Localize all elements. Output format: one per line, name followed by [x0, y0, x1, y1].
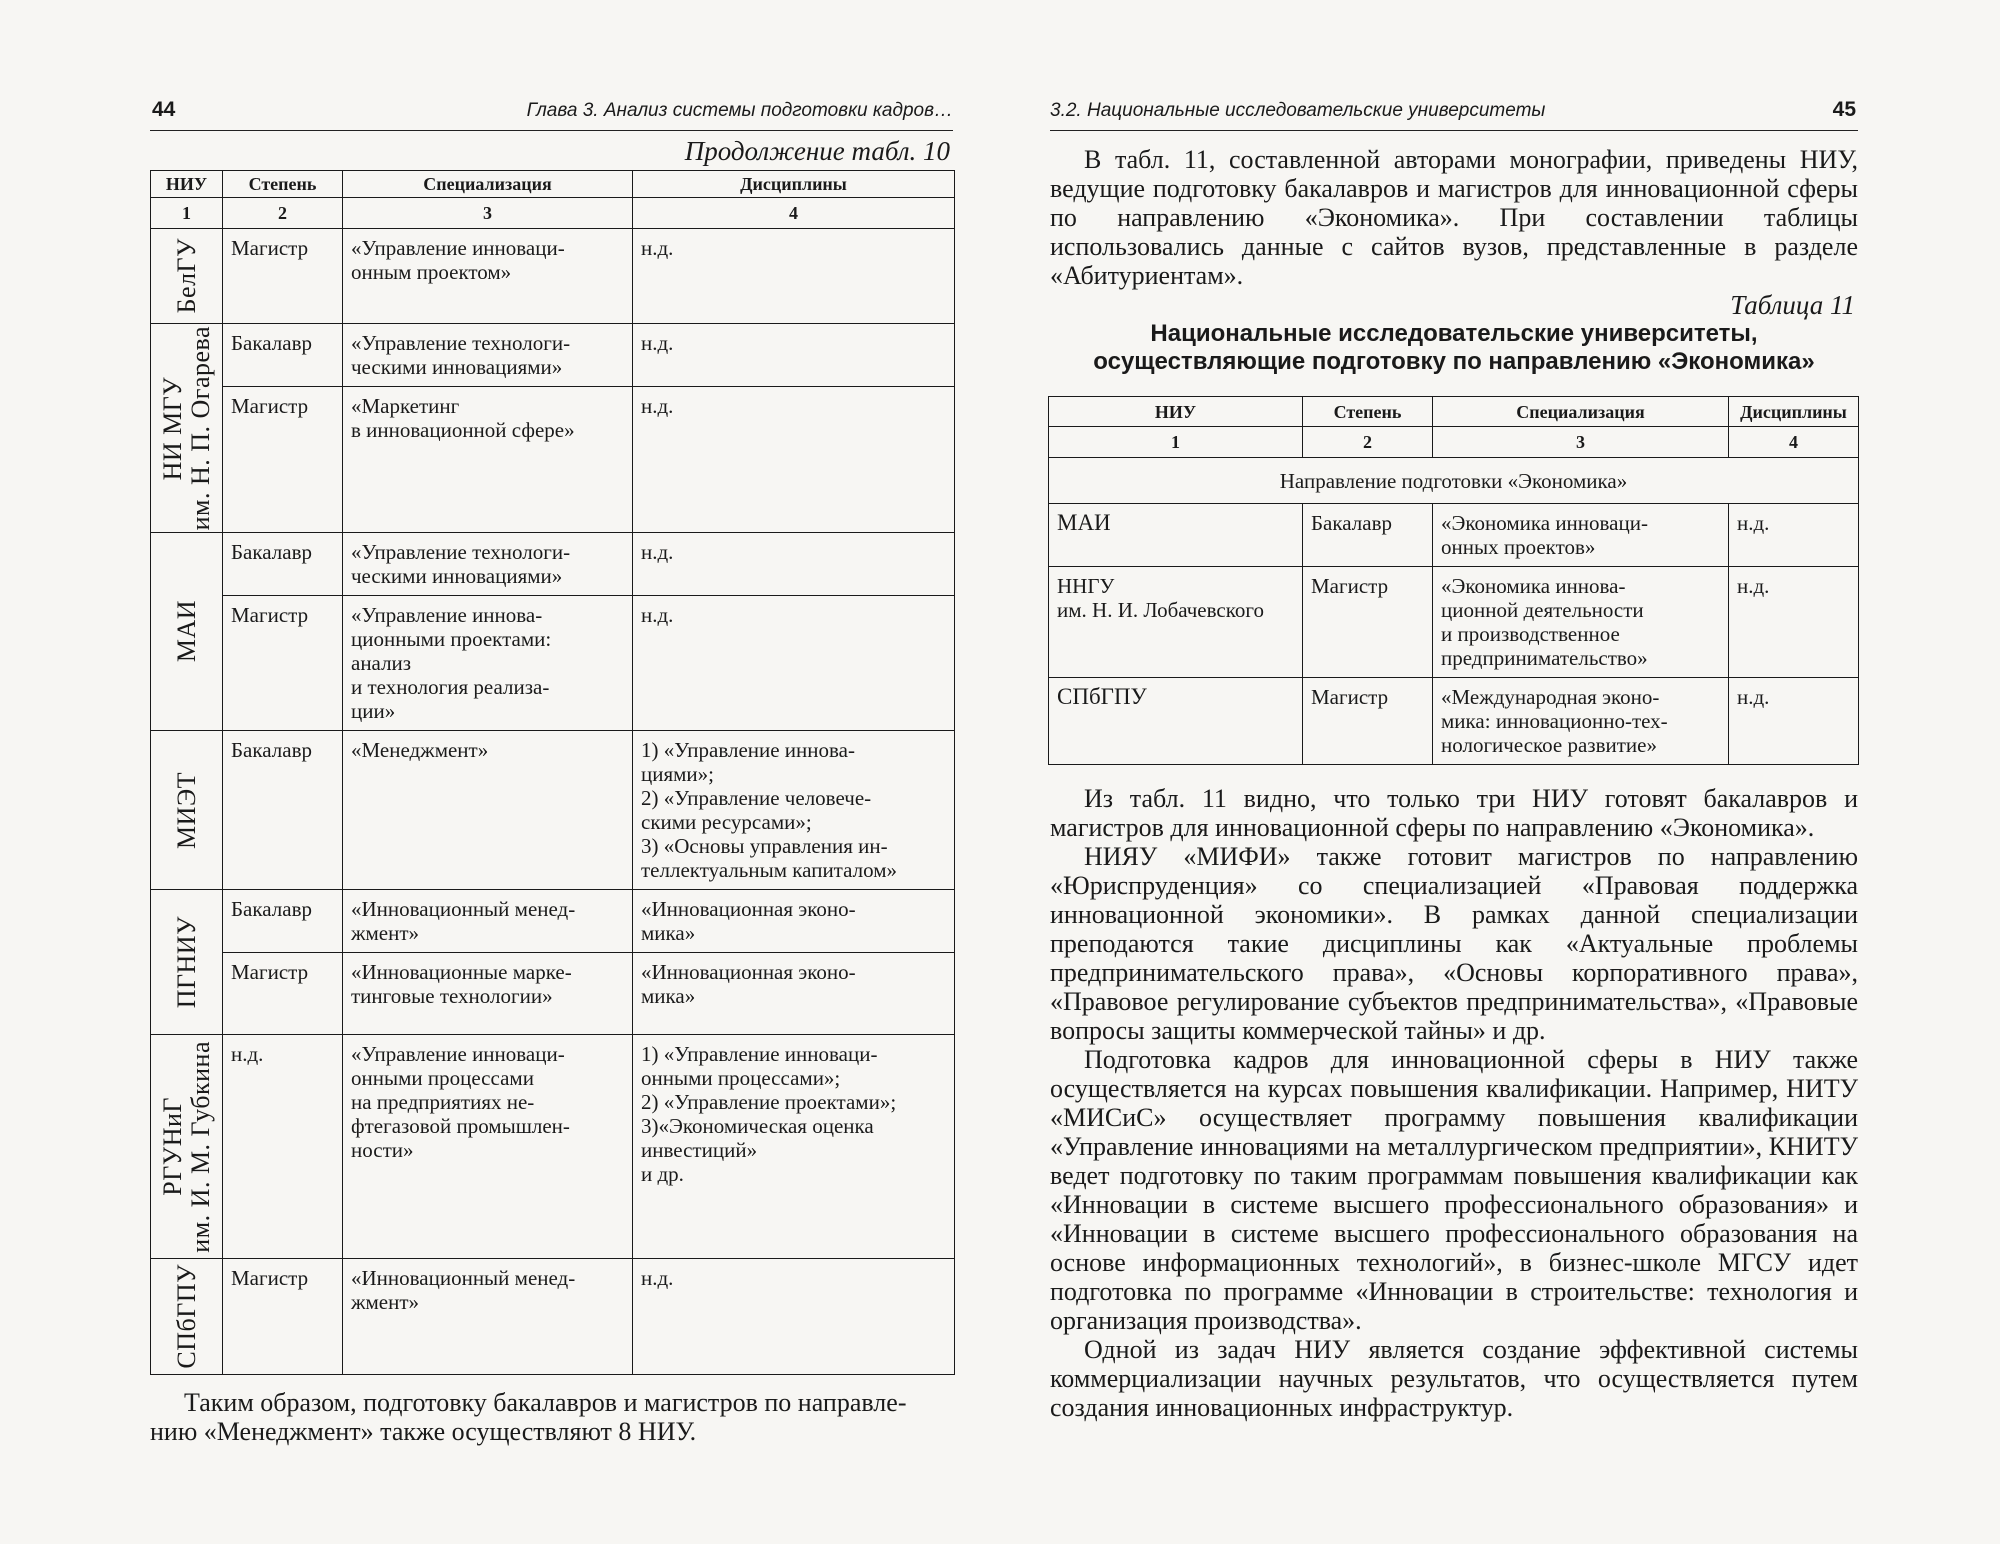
left-closing-paragraph: Таким образом, подготовку бакалавров и магистров по направле- нию «Менеджмент» также осуществляют 8 НИУ.: [150, 1388, 907, 1446]
disc-cell: н.д.: [1729, 678, 1859, 765]
right-page: [1000, 0, 2000, 1544]
spec-cell: «Маркетинг в инновационной сфере»: [343, 387, 633, 533]
niu-cell: СПбГПУ: [151, 1259, 223, 1375]
left-running-head: Глава 3. Анализ системы подготовки кадров…: [526, 100, 953, 121]
paragraph: Из табл. 11 видно, что только три НИУ готовят бакалавров и магистров для инновационной сферы по направлению «Экономика».: [1050, 784, 1858, 842]
spec-cell: «Международная эконо- мика: инновационно-тех- нологическое развитие»: [1433, 678, 1729, 765]
niu-cell: СПбГПУ: [1049, 678, 1303, 765]
table-row: [1049, 678, 1859, 765]
section-row: [1049, 458, 1859, 504]
table-row: [151, 324, 955, 387]
degree-cell: Магистр: [223, 596, 343, 731]
niu-cell: МАИ: [1049, 504, 1303, 567]
left-running-header: [150, 98, 953, 131]
table-row: [151, 533, 955, 596]
disc-cell: 1) «Управление инноваци- онными процессами»; 2) «Управление проектами»; 3)«Экономическая оценка инвестиций» и др.: [633, 1035, 955, 1259]
right-running-head: 3.2. Национальные исследовательские университеты: [1050, 100, 1546, 121]
col-header: Дисциплины: [633, 171, 955, 198]
table-row: [151, 387, 955, 533]
disc-cell: «Инновационная эконо- мика»: [633, 890, 955, 953]
spec-cell: «Управление технологи- ческими инновациями»: [343, 533, 633, 596]
niu-cell: МИЭТ: [151, 731, 223, 890]
table-row: [151, 953, 955, 1035]
table-header-row: [1049, 397, 1859, 427]
col-number: 3: [343, 198, 633, 229]
disc-cell: н.д.: [633, 387, 955, 533]
table-row: [1049, 567, 1859, 678]
col-header: Специализация: [343, 171, 633, 198]
col-header: Степень: [223, 171, 343, 198]
degree-cell: Бакалавр: [223, 533, 343, 596]
table-row: [151, 890, 955, 953]
disc-cell: 1) «Управление иннова- циями»; 2) «Управление человече- скими ресурсами»; 3) «Основы управления ин- теллектуальным капиталом»: [633, 731, 955, 890]
degree-cell: Бакалавр: [1303, 504, 1433, 567]
degree-cell: Магистр: [223, 387, 343, 533]
spec-cell: «Инновационный менед- жмент»: [343, 1259, 633, 1375]
spec-cell: «Менеджмент»: [343, 731, 633, 890]
intro-paragraph: В табл. 11, составленной авторами монографии, приведены НИУ, ведущие подготовку бакалавров и магистров для инновационной сферы по направлению «Экономика». При составлении таблицы использовались данные с сайтов вузов, представленные в разделе «Абитуриентам».: [1050, 145, 1858, 290]
col-number: 2: [223, 198, 343, 229]
degree-cell: Магистр: [223, 229, 343, 324]
degree-cell: Бакалавр: [223, 890, 343, 953]
table-11: [1048, 396, 1859, 765]
niu-cell: МАИ: [151, 533, 223, 731]
table-row: [151, 1035, 955, 1259]
niu-cell: РГУНиГ им. И. М. Губкина: [151, 1035, 223, 1259]
degree-cell: Бакалавр: [223, 324, 343, 387]
degree-cell: н.д.: [223, 1035, 343, 1259]
spec-cell: «Инновационный менед- жмент»: [343, 890, 633, 953]
disc-cell: н.д.: [633, 533, 955, 596]
disc-cell: н.д.: [633, 1259, 955, 1375]
right-running-header: [1050, 98, 1858, 131]
col-header: НИУ: [151, 171, 223, 198]
disc-cell: н.д.: [1729, 567, 1859, 678]
spec-cell: «Управление технологи- ческими инновациями»: [343, 324, 633, 387]
table-10-continued: [150, 170, 955, 1375]
left-page-number: 44: [152, 98, 176, 121]
table-11-title: Национальные исследовательские университеты, осуществляющие подготовку по направлению «Экономика»: [1093, 320, 1815, 375]
table-row: [1049, 504, 1859, 567]
table-header-row: [151, 171, 955, 198]
col-number: 4: [1729, 427, 1859, 458]
col-number-row: [1049, 427, 1859, 458]
disc-cell: н.д.: [633, 596, 955, 731]
spec-cell: «Управление инноваци- онным проектом»: [343, 229, 633, 324]
spec-cell: «Экономика иннова- ционной деятельности и производственное предпринимательство»: [1433, 567, 1729, 678]
col-number: 1: [1049, 427, 1303, 458]
col-number: 4: [633, 198, 955, 229]
paragraph: Подготовка кадров для инновационной сферы в НИУ также осуществляется на курсах повышения квалификации. Например, НИТУ «МИСиС» осуществляет программу повышения квалификации «Управление инновациями на металлургическом предприятии», КНИТУ ведет подготовку по таким программам повышения квалификации как «Инновации в системе высшего профессионального образования» и «Инновации в системе высшего профессионального образования на основе информационных технологий», в бизнес-школе МГСУ идет подготовка по программе «Инновации в строительстве: технология и организация производства».: [1050, 1045, 1858, 1335]
spec-cell: «Управление инноваци- онными процессами на предприятиях не- фтегазовой промышлен- ности»: [343, 1035, 633, 1259]
right-page-number: 45: [1832, 98, 1856, 121]
niu-cell: ПГНИУ: [151, 890, 223, 1035]
table-continuation-label: Продолжение табл. 10: [684, 136, 950, 166]
niu-cell: НИ МГУ им. Н. П. Огарева: [151, 324, 223, 533]
degree-cell: Магистр: [223, 1259, 343, 1375]
spec-cell: «Инновационные марке- тинговые технологии»: [343, 953, 633, 1035]
spec-cell: «Управление иннова- ционными проектами: анализ и технология реализа- ции»: [343, 596, 633, 731]
disc-cell: н.д.: [633, 324, 955, 387]
right-body-text: [1050, 784, 1858, 1422]
col-header: Специализация: [1433, 397, 1729, 427]
niu-cell: ННГУ им. Н. И. Лобачевского: [1049, 567, 1303, 678]
table-row: [151, 1259, 955, 1375]
paragraph: Одной из задач НИУ является создание эффективной системы коммерциализации научных результатов, что осуществляется путем создания инновационных инфраструктур.: [1050, 1335, 1858, 1422]
col-number-row: [151, 198, 955, 229]
col-number: 2: [1303, 427, 1433, 458]
spec-cell: «Экономика инноваци- онных проектов»: [1433, 504, 1729, 567]
col-number: 3: [1433, 427, 1729, 458]
table-11-caption: Таблица 11: [1730, 290, 1855, 320]
col-number: 1: [151, 198, 223, 229]
disc-cell: н.д.: [633, 229, 955, 324]
col-header: Степень: [1303, 397, 1433, 427]
table-row: [151, 596, 955, 731]
niu-cell: БелГУ: [151, 229, 223, 324]
col-header: Дисциплины: [1729, 397, 1859, 427]
table-row: [151, 229, 955, 324]
disc-cell: «Инновационная эконо- мика»: [633, 953, 955, 1035]
col-header: НИУ: [1049, 397, 1303, 427]
section-label: Направление подготовки «Экономика»: [1049, 458, 1859, 504]
degree-cell: Бакалавр: [223, 731, 343, 890]
disc-cell: н.д.: [1729, 504, 1859, 567]
degree-cell: Магистр: [1303, 678, 1433, 765]
table-row: [151, 731, 955, 890]
degree-cell: Магистр: [223, 953, 343, 1035]
degree-cell: Магистр: [1303, 567, 1433, 678]
paragraph: НИЯУ «МИФИ» также готовит магистров по направлению «Юриспруденция» со специализацией «Правовая поддержка инновационной экономики». В рамках данной специализации преподаются такие дисциплины как «Актуальные проблемы предпринимательского права», «Основы корпоративного права», «Правовое регулирование субъектов предпринимательства», «Правовые вопросы защиты коммерческой тайны» и др.: [1050, 842, 1858, 1045]
